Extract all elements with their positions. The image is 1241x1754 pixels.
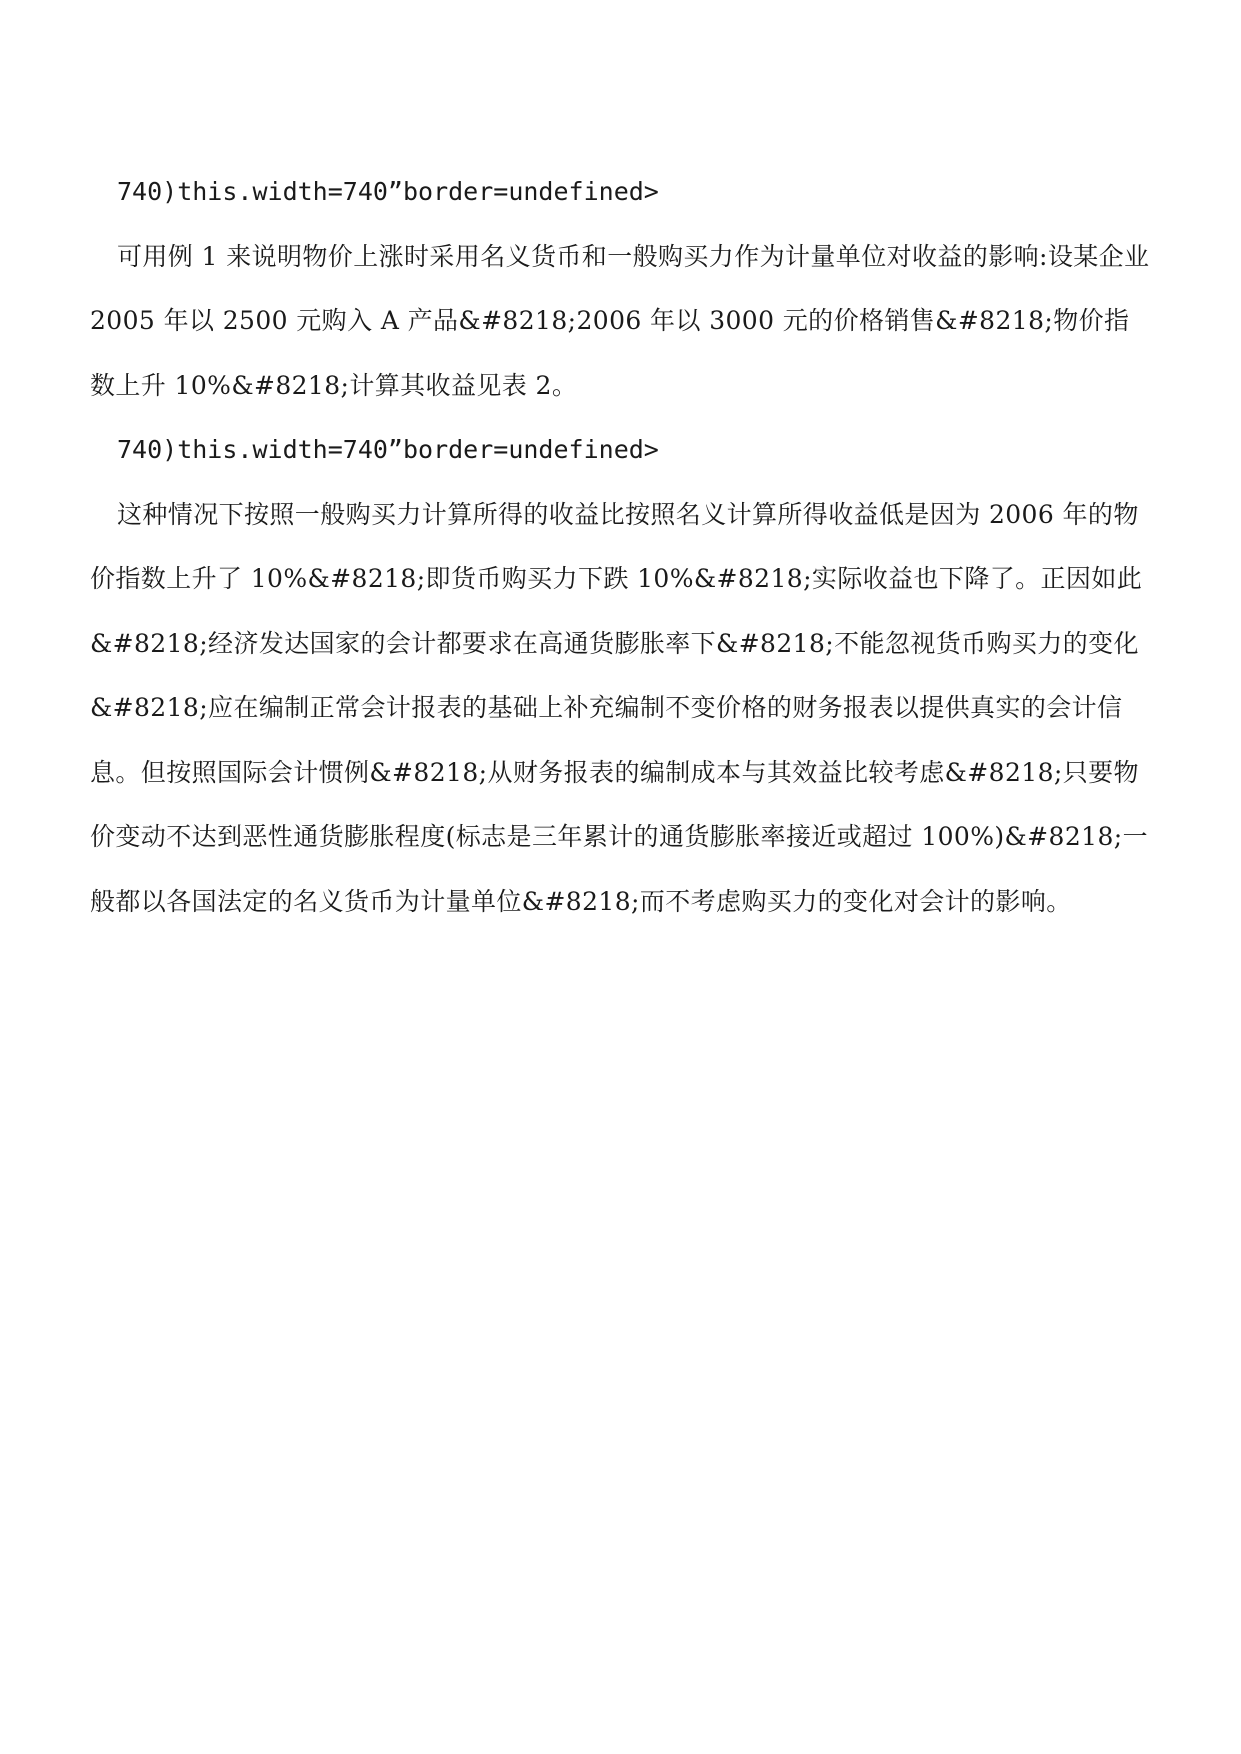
image-placeholder-text: 740)this.width=740”border=undefined> — [117, 177, 659, 206]
document-body — [90, 160, 1150, 934]
image-placeholder-text: 740)this.width=740”border=undefined> — [117, 435, 659, 464]
paragraph-explanation: 这种情况下按照一般购买力计算所得的收益比按照名义计算所得收益低是因为 2006 年的物价指数上升了 10%&#8218;即货币购买力下跌 10%&#8218;实际收益也下降了。正因如此&#8218;经济发达国家的会计都要求在高通货膨胀率下&#8218;不能忽视货币购买力的变化&#8218;应在编制正常会计报表的基础上补充编制不变价格的财务报表以提供真实的会计信息。但按照国际会计惯例&#8218;从财务报表的编制成本与其效益比较考虑&#8218;只要物价变动不达到恶性通货膨胀程度(标志是三年累计的通货膨胀率接近或超过 100%)&#8218;一般都以各国法定的名义货币为计量单位&#8218;而不考虑购买力的变化对会计的影响。 — [90, 499, 1148, 916]
paragraph-example-intro: 可用例 1 来说明物价上涨时采用名义货币和一般购买力作为计量单位对收益的影响:设某企业 2005 年以 2500 元购入 A 产品&#8218;2006 年以 3000 元的价格销售&#8218;物价指数上升 10%&#8218;计算其收益见表 2。 — [90, 241, 1150, 400]
